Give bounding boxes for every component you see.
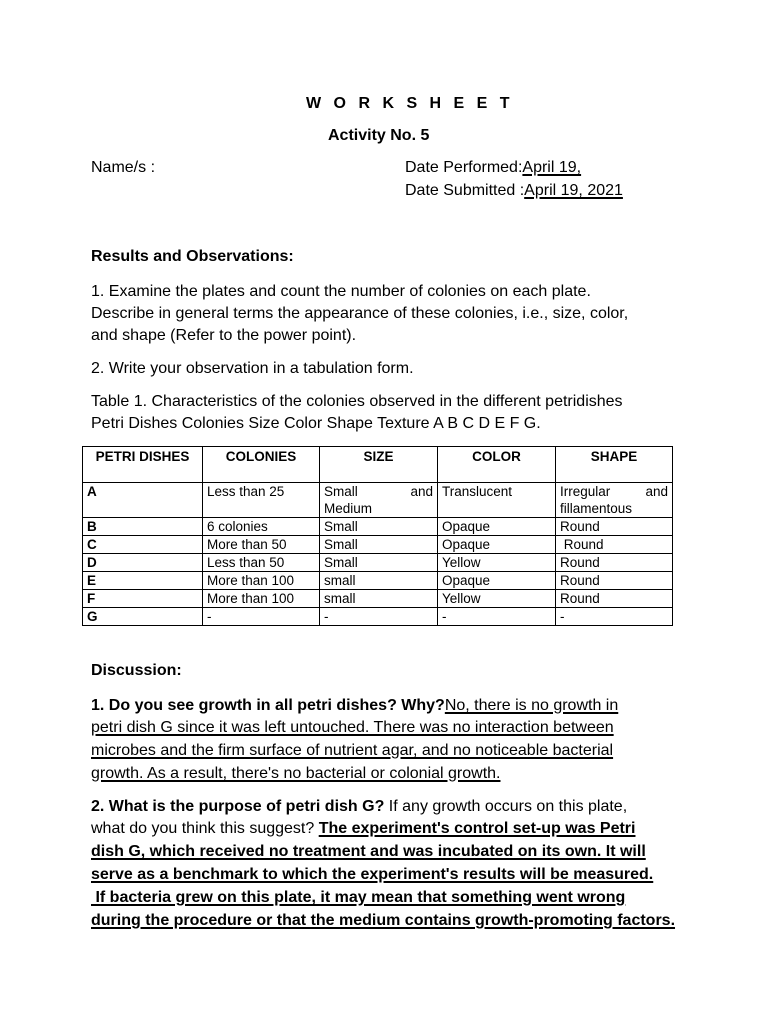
cell-shape: Round: [556, 518, 673, 536]
cell-colonies: More than 100: [203, 572, 320, 590]
q2-prompt-part2: what do you think this suggest?: [91, 820, 319, 837]
q2-answer-line5: during the procedure or that the medium contains growth-promoting factors.: [91, 912, 676, 929]
cell-colonies: Less than 50: [203, 554, 320, 572]
table-row: [83, 536, 673, 554]
results-heading: Results and Observations:: [91, 248, 294, 265]
cell-color: Opaque: [438, 536, 556, 554]
cell-size: Small: [320, 536, 438, 554]
table-row: [83, 483, 673, 518]
results-item2: 2. Write your observation in a tabulation form.: [91, 360, 414, 377]
cell-color: Opaque: [438, 572, 556, 590]
date-submitted-value: April 19, 2021: [524, 182, 623, 199]
discussion-heading: Discussion:: [91, 662, 182, 679]
header-colonies: COLONIES: [203, 447, 320, 483]
q1-question: 1. Do you see growth in all petri dishes? Why?: [91, 697, 445, 714]
date-submitted: [405, 182, 623, 200]
cell-colonies: More than 50: [203, 536, 320, 554]
q1-line1: [91, 695, 691, 717]
cell-size: Small and Medium: [320, 483, 438, 518]
q2-line2: [91, 818, 691, 840]
date-performed: [405, 159, 581, 177]
cell-size: Small: [320, 554, 438, 572]
q2-answer-line4: If bacteria grew on this plate, it may mean that something went wrong: [91, 889, 626, 906]
cell-size: -: [320, 608, 438, 626]
cell-colonies: 6 colonies: [203, 518, 320, 536]
q2-answer-line2: dish G, which received no treatment and was incubated on its own. It will: [91, 843, 646, 860]
results-item1-line2: Describe in general terms the appearance of these colonies, i.e., size, color,: [91, 305, 629, 322]
date-submitted-label: Date Submitted :: [405, 182, 525, 199]
cell-shape: Round: [556, 554, 673, 572]
cell-shape: Round: [556, 572, 673, 590]
date-performed-value: April 19,: [522, 159, 582, 176]
cell-dish: G: [83, 608, 203, 626]
cell-colonies: Less than 25: [203, 483, 320, 518]
table-row: [83, 572, 673, 590]
cell-size: small: [320, 572, 438, 590]
cell-dish: C: [83, 536, 203, 554]
table-caption-line2: Petri Dishes Colonies Size Color Shape Texture A B C D E F G.: [91, 415, 541, 432]
q1-answer-line4: growth. As a result, there's no bacterial or colonial growth.: [91, 765, 501, 782]
table-caption-line1: Table 1. Characteristics of the colonies observed in the different petridishes: [91, 393, 623, 410]
cell-dish: F: [83, 590, 203, 608]
cell-colonies: More than 100: [203, 590, 320, 608]
cell-color: Yellow: [438, 554, 556, 572]
header-petri-dishes: PETRI DISHES: [83, 447, 203, 483]
table-row: [83, 590, 673, 608]
cell-shape: Round: [556, 536, 673, 554]
cell-color: Translucent: [438, 483, 556, 518]
q1-answer-line3: microbes and the firm surface of nutrient agar, and no noticeable bacterial: [91, 742, 614, 759]
q1-answer-line2: petri dish G since it was left untouched. There was no interaction between: [91, 719, 614, 736]
header-shape: SHAPE: [556, 447, 673, 483]
activity-number: Activity No. 5: [328, 127, 430, 144]
results-item1-line3: and shape (Refer to the power point).: [91, 327, 357, 344]
q1-answer-part1: No, there is no growth in: [444, 697, 619, 714]
cell-dish: D: [83, 554, 203, 572]
names-label: Name/s :: [91, 159, 156, 176]
cell-color: Yellow: [438, 590, 556, 608]
cell-size: Small: [320, 518, 438, 536]
q2-answer-part1: The experiment's control set-up was Petri: [318, 820, 636, 837]
cell-shape: Round: [556, 590, 673, 608]
cell-dish: E: [83, 572, 203, 590]
table-header-row: [83, 447, 673, 483]
worksheet-title: W O R K S H E E T: [306, 95, 514, 112]
cell-dish: B: [83, 518, 203, 536]
results-item1-line1: 1. Examine the plates and count the number of colonies on each plate.: [91, 283, 591, 300]
cell-shape: Irregular and fillamentous: [556, 483, 673, 518]
cell-dish: A: [83, 483, 203, 518]
cell-color: Opaque: [438, 518, 556, 536]
colonies-table: [82, 446, 673, 626]
table-row: [83, 554, 673, 572]
header-size: SIZE: [320, 447, 438, 483]
header-color: COLOR: [438, 447, 556, 483]
date-performed-label: Date Performed:: [405, 159, 523, 176]
q2-prompt-part1: If any growth occurs on this plate,: [384, 798, 628, 815]
table-row: [83, 518, 673, 536]
cell-color: -: [438, 608, 556, 626]
q2-line1: [91, 796, 691, 818]
table-row: [83, 608, 673, 626]
cell-shape: -: [556, 608, 673, 626]
cell-colonies: -: [203, 608, 320, 626]
q2-question: 2. What is the purpose of petri dish G?: [91, 798, 385, 815]
q2-answer-line3: serve as a benchmark to which the experiment's results will be measured.: [91, 866, 654, 883]
cell-size: small: [320, 590, 438, 608]
